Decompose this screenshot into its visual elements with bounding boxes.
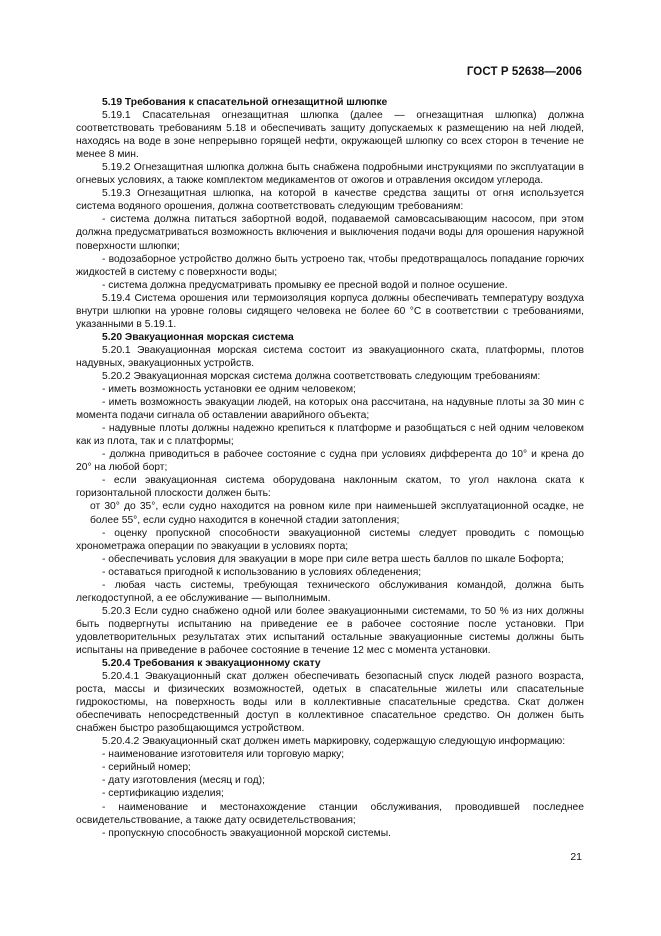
paragraph: 5.20.1 Эвакуационная морская система состоит из эвакуационного ската, платформы, плотов надувных, эвакуационных устройств. [76, 344, 584, 369]
list-item: - наименование изготовителя или торговую марку; [102, 749, 345, 761]
paragraph: 5.20.3 Если судно снабжено одной или более эвакуационными системами, то 50 % из них должны быть подвергнуты испытанию на приведение ее в рабочее состояние после установки. При удовлетворительных результатах этих испытаний остальные эвакуационные системы должны быть испытаны на приведение в рабочее состояние в течение 12 мес с момента установки. [76, 605, 584, 656]
paragraph: 5.19.2 Огнезащитная шлюпка должна быть снабжена подробными инструкциями по эксплуатации в огневых условиях, а также комплектом медикаментов от ожогов и отравления оксидом углерода. [76, 162, 584, 187]
paragraph: 5.19.3 Огнезащитная шлюпка, на которой в качестве средства защиты от огня используется система водяного орошения, должна соответствовать следующим требованиям: [76, 188, 584, 213]
list-item: - иметь возможность установки ее одним человеком; [102, 384, 356, 396]
paragraph: 5.20.4.1 Эвакуационный скат должен обеспечивать безопасный спуск людей разного возраста, роста, массы и физических возможностей, одетых в спасательные жилеты или спасательные гидрокостюмы, на поверхность воды или в коллективные спасательные средства. Скат должен обеспечивать непосредственный доступ в коллективное спасательное средство. Он должен быть снабжен быстро разобщающимся устройством. [76, 671, 584, 735]
list-item: - оценку пропускной способности эвакуационной системы следует проводить с помощью хронометража операции по эвакуации в условиях порта; [76, 527, 584, 552]
list-item: - серийный номер; [102, 762, 191, 774]
list-item: - водозаборное устройство должно быть устроено так, чтобы предотвращалось попадание горючих жидкостей в систему с поверхности воды; [76, 253, 584, 278]
section-heading: 5.20 Эвакуационная морская система [102, 331, 294, 343]
list-item: - сертификацию изделия; [102, 788, 224, 800]
list-subitem: от 30° до 35°, если судно находится на ровном киле при наименьшей эксплуатационной осадке, не более 55°, если судно находится в конечной стадии затопления; [90, 501, 584, 526]
list-item: - обеспечивать условия для эвакуации в море при силе ветра шесть баллов по шкале Бофорта; [102, 553, 564, 565]
list-item: - дату изготовления (месяц и год); [102, 775, 265, 787]
list-item: - если эвакуационная система оборудована наклонным скатом, то угол наклона ската к горизонтальной плоскости должен быть: [76, 475, 584, 500]
list-item: - должна приводиться в рабочее состояние с судна при условиях дифферента до 10° и крена до 20° на любой борт; [76, 449, 584, 474]
paragraph: 5.20.2 Эвакуационная морская система должна соответствовать следующим требованиям: [102, 370, 541, 382]
standard-header: ГОСТ Р 52638—2006 [466, 66, 582, 78]
paragraph: 5.19.4 Система орошения или термоизоляция корпуса должны обеспечивать температуру воздуха внутри шлюпки на уровне головы сидящего человека не более 60 °С в соответствии с требованиями, указанными в 5.19.1. [76, 292, 584, 330]
paragraph: 5.19.1 Спасательная огнезащитная шлюпка (далее — огнезащитная шлюпка) должна соответствовать требованиям 5.18 и обеспечивать защиту допускаемых к размещению на ней людей, находясь на воде в зоне непрерывно горящей нефти, окружающей шлюпку со всех сторон в течение не менее 8 мин. [76, 110, 584, 161]
section-heading: 5.19 Требования к спасательной огнезащитной шлюпке [102, 97, 388, 108]
list-item: - иметь возможность эвакуации людей, на которых она рассчитана, на надувные плоты за 30 мин с момента подачи сигнала об оставлении аварийного объекта; [76, 397, 584, 422]
list-item: - надувные плоты должны надежно крепиться к платформе и разобщаться с ней одним человеком как из плота, так и с платформы; [76, 423, 584, 448]
list-item: - оставаться пригодной к использованию в условиях обледенения; [102, 566, 422, 578]
document-body [76, 96, 584, 840]
paragraph: 5.20.4.2 Эвакуационный скат должен иметь маркировку, содержащую следующую информацию: [102, 736, 566, 748]
subsection-heading: 5.20.4 Требования к эвакуационному скату [102, 658, 321, 670]
list-item: - система должна предусматривать промывку ее пресной водой и полное осушение. [102, 279, 508, 291]
list-item: - любая часть системы, требующая технического обслуживания командой, должна быть легкодоступной, а ее обслуживание — выполнимым. [76, 579, 584, 604]
page-number: 21 [570, 851, 582, 863]
list-item: - пропускную способность эвакуационной морской системы. [102, 827, 392, 839]
list-item: - система должна питаться забортной водой, подаваемой самовсасывающим насосом, при этом должна предусматриваться возможность включения и выключения подачи воды для орошения наружной поверхности шлюпки; [76, 214, 584, 252]
list-item: - наименование и местонахождение станции обслуживания, проводившей последнее освидетельствование, а также дату освидетельствования; [76, 801, 584, 826]
